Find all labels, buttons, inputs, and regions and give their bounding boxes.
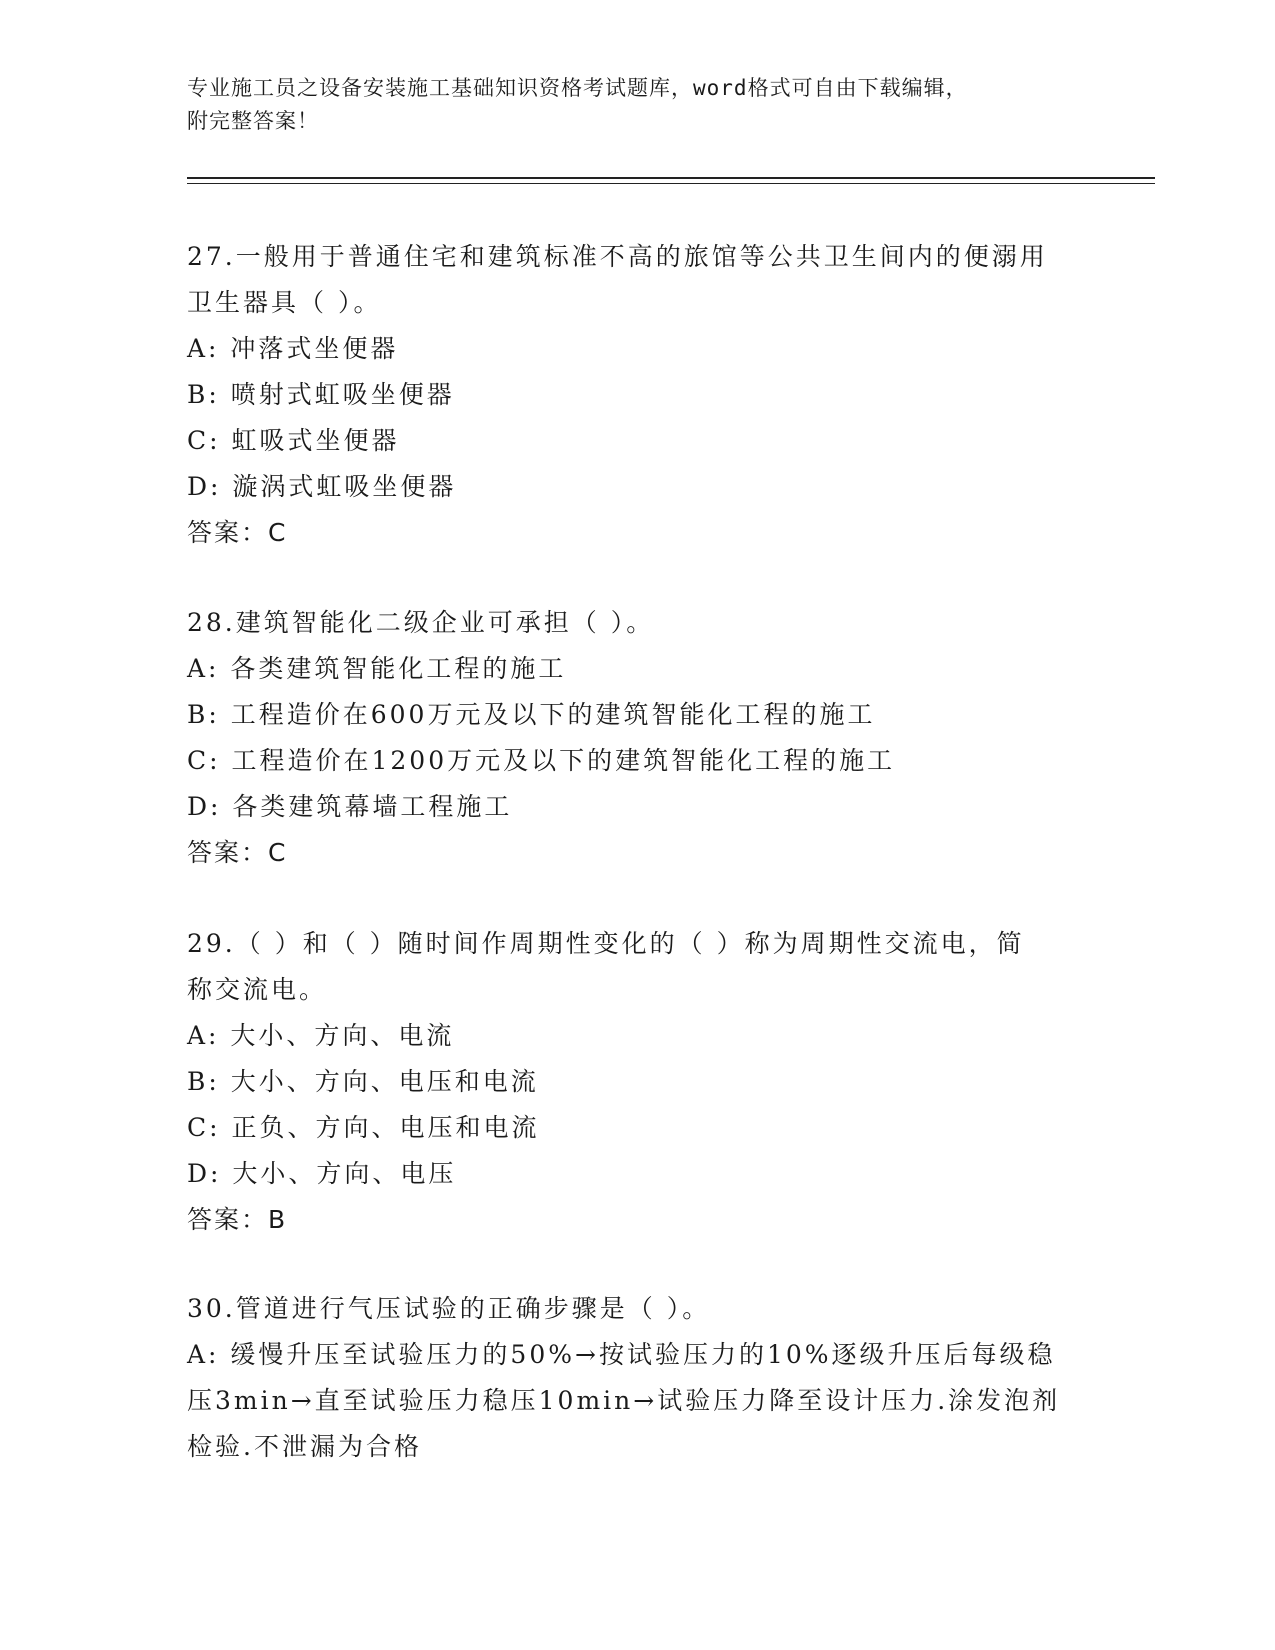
header-divider-thick [187, 177, 1155, 179]
option-d: D: 漩涡式虹吸坐便器 [187, 472, 457, 501]
option-c: C: 工程造价在1200万元及以下的建筑智能化工程的施工 [187, 746, 896, 775]
answer: 答案：C [187, 838, 288, 867]
option-a: A: 大小、方向、电流 [187, 1021, 455, 1050]
option-b: B: 工程造价在600万元及以下的建筑智能化工程的施工 [187, 700, 876, 729]
question-stem-continued: 卫生器具（ ）。 [187, 288, 382, 317]
question-stem: 30.管道进行气压试验的正确步骤是（ ）。 [187, 1294, 711, 1323]
option-a: A: 冲落式坐便器 [187, 334, 399, 363]
answer: 答案：B [187, 1205, 288, 1234]
option-a: A: 各类建筑智能化工程的施工 [187, 654, 567, 683]
option-a-continued: 检验.不泄漏为合格 [187, 1432, 422, 1461]
option-a: A: 缓慢升压至试验压力的50%→按试验压力的10%逐级升压后每级稳 [187, 1340, 1056, 1369]
question-29 [187, 921, 1087, 1243]
header-line-2: 附完整答案！ [187, 109, 319, 133]
option-a-continued: 压3min→直至试验压力稳压10min→试验压力降至设计压力.涂发泡剂 [187, 1386, 1061, 1415]
document-header [187, 72, 1087, 138]
question-28 [187, 600, 1087, 876]
option-c: C: 正负、方向、电压和电流 [187, 1113, 540, 1142]
question-stem: 29.（ ）和（ ）随时间作周期性变化的（ ）称为周期性交流电，简 [187, 929, 1025, 958]
option-c: C: 虹吸式坐便器 [187, 426, 400, 455]
question-30 [187, 1286, 1087, 1470]
header-divider-thin [187, 183, 1155, 184]
question-27 [187, 234, 1087, 556]
question-stem-continued: 称交流电。 [187, 975, 328, 1004]
question-stem: 27.一般用于普通住宅和建筑标准不高的旅馆等公共卫生间内的便溺用 [187, 242, 1048, 271]
option-b: B: 大小、方向、电压和电流 [187, 1067, 539, 1096]
answer: 答案：C [187, 518, 288, 547]
question-stem: 28.建筑智能化二级企业可承担（ ）。 [187, 608, 655, 637]
option-d: D: 大小、方向、电压 [187, 1159, 457, 1188]
option-b: B: 喷射式虹吸坐便器 [187, 380, 455, 409]
option-d: D: 各类建筑幕墙工程施工 [187, 792, 513, 821]
header-line-1: 专业施工员之设备安装施工基础知识资格考试题库，word格式可自由下载编辑， [187, 76, 968, 100]
